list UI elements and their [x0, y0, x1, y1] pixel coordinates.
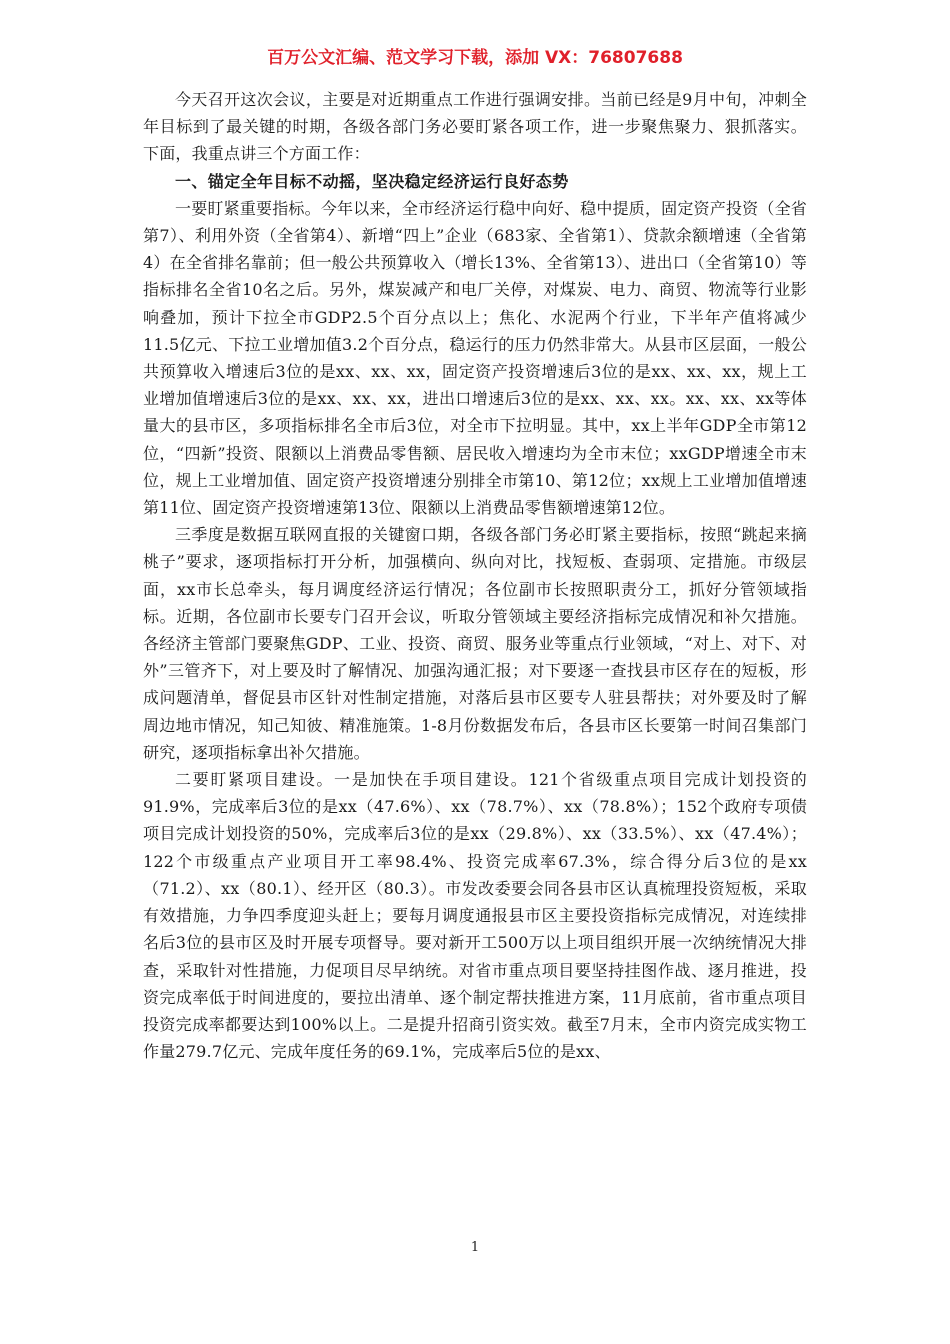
document-body: [143, 86, 807, 1065]
paragraph-third-quarter: 三季度是数据互联网直报的关键窗口期，各级各部门务必盯紧主要指标，按照“跳起来摘桃子”要求，逐项指标打开分析，加强横向、纵向对比，找短板、查弱项、定措施。市级层面，xx市长总牵头，每月调度经济运行情况；各位副市长按照职责分工，抓好分管领域指标。近期，各位副市长要专门召开会议，听取分管领域主要经济指标完成情况和补欠措施。各经济主管部门要聚焦GDP、工业、投资、商贸、服务业等重点行业领域，“对上、对下、对外”三管齐下，对上要及时了解情况、加强沟通汇报；对下要逐一查找县市区存在的短板，形成问题清单，督促县市区针对性制定措施，对落后县市区要专人驻县帮扶；对外要及时了解周边地市情况，知己知彼、精准施策。1-8月份数据发布后，各县市区长要第一时间召集部门研究，逐项指标拿出补欠措施。: [143, 525, 807, 762]
page-number: 1: [470, 1240, 480, 1255]
paragraph-indicators: 一要盯紧重要指标。今年以来，全市经济运行稳中向好、稳中提质，固定资产投资（全省第7）、利用外资（全省第4）、新增“四上”企业（683家、全省第1）、贷款余额增速（全省第4）在全省排名靠前；但一般公共预算收入（增长13%、全省第13）、进出口（全省第10）等指标排名全省10名之后。另外，煤炭减产和电厂关停，对煤炭、电力、商贸、物流等行业影响叠加，预计下拉全市GDP2.5个百分点以上；焦化、水泥两个行业，下半年产值将减少11.5亿元、下拉工业增加值3.2个百分点，稳运行的压力仍然非常大。从县市区层面，一般公共预算收入增速后3位的是xx、xx、xx，固定资产投资增速后3位的是xx、xx、xx，规上工业增加值增速后3位的是xx、xx、xx，进出口增速后3位的是xx、xx、xx。xx、xx、xx等体量大的县市区，多项指标排名全市后3位，对全市下拉明显。其中，xx上半年GDP全市第12位，“四新”投资、限额以上消费品零售额、居民收入增速均为全市末位；xxGDP增速全市末位，规上工业增加值、固定资产投资增速分别排全市第10、第12位；xx规上工业增加值增速第11位、固定资产投资增速第13位、限额以上消费品零售额增速第12位。: [143, 198, 807, 518]
paragraph-projects: 二要盯紧项目建设。一是加快在手项目建设。121个省级重点项目完成计划投资的91.9%，完成率后3位的是xx（47.6%）、xx（78.7%）、xx（78.8%）；152个政府专项债项目完成计划投资的50%，完成率后3位的是xx（29.8%）、xx（33.5%）、xx（47.4%）；122个市级重点产业项目开工率98.4%、投资完成率67.3%，综合得分后3位的是xx（71.2）、xx（80.1）、经开区（80.3）。市发改委要会同各县市区认真梳理投资短板，采取有效措施，力争四季度迎头赶上；要每月调度通报县市区主要投资指标完成情况，对连续排名后3位的县市区及时开展专项督导。要对新开工500万以上项目组织开展一次纳统情况大排查，采取针对性措施，力促项目尽早纳统。对省市重点项目要坚持挂图作战、逐月推进，投资完成率低于时间进度的，要拉出清单、逐个制定帮扶推进方案，11月底前，省市重点项目投资完成率都要达到100%以上。二是提升招商引资实效。截至7月末，全市内资完成实物工作量279.7亿元、完成年度任务的69.1%，完成率后5位的是xx、: [143, 770, 807, 1062]
section-heading: 一、锚定全年目标不动摇，坚决稳定经济运行良好态势: [175, 171, 569, 191]
watermark-banner: 百万公文汇编、范文学习下载，添加 VX：76807688: [267, 48, 683, 68]
paragraph-intro: 今天召开这次会议，主要是对近期重点工作进行强调安排。当前已经是9月中旬，冲刺全年目标到了最关键的时期，各级各部门务必要盯紧各项工作，进一步聚焦聚力、狠抓落实。下面，我重点讲三个方面工作：: [143, 90, 807, 164]
